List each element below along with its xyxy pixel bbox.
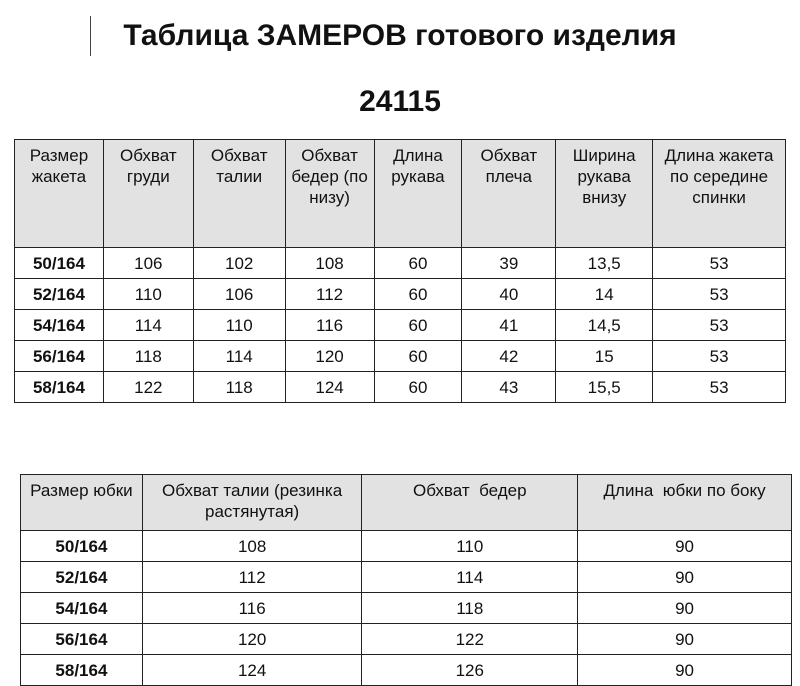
table-row bbox=[21, 593, 792, 624]
header-cell: Длина рукава bbox=[374, 140, 462, 248]
table-cell: 124 bbox=[142, 655, 362, 686]
table-cell: 114 bbox=[362, 562, 578, 593]
header-cell: Обхват бедер bbox=[362, 475, 578, 531]
table-cell: 60 bbox=[374, 310, 462, 341]
table-cell: 53 bbox=[653, 248, 786, 279]
table-cell: 110 bbox=[193, 310, 285, 341]
table-cell: 53 bbox=[653, 341, 786, 372]
table-row bbox=[15, 310, 786, 341]
table-cell: 120 bbox=[285, 341, 374, 372]
table-cell: 110 bbox=[103, 279, 193, 310]
table-row bbox=[21, 531, 792, 562]
table-cell: 112 bbox=[142, 562, 362, 593]
table-cell: 14,5 bbox=[556, 310, 653, 341]
table-cell: 15,5 bbox=[556, 372, 653, 403]
table-cell: 118 bbox=[103, 341, 193, 372]
size-cell: 54/164 bbox=[15, 310, 104, 341]
header-cell: Ширина рукава внизу bbox=[556, 140, 653, 248]
skirt-measurements-table bbox=[20, 474, 792, 686]
table-cell: 15 bbox=[556, 341, 653, 372]
table-cell: 60 bbox=[374, 341, 462, 372]
table-cell: 42 bbox=[462, 341, 556, 372]
size-cell: 58/164 bbox=[15, 372, 104, 403]
table-cell: 40 bbox=[462, 279, 556, 310]
table-cell: 90 bbox=[578, 562, 792, 593]
jacket-measurements-table bbox=[14, 139, 786, 403]
table-cell: 106 bbox=[193, 279, 285, 310]
table-row bbox=[21, 655, 792, 686]
table-cell: 41 bbox=[462, 310, 556, 341]
table-cell: 124 bbox=[285, 372, 374, 403]
size-cell: 50/164 bbox=[21, 531, 143, 562]
table-cell: 53 bbox=[653, 279, 786, 310]
model-number: 24115 bbox=[359, 85, 441, 118]
table-header-row bbox=[15, 140, 786, 248]
table-cell: 90 bbox=[578, 593, 792, 624]
table-cell: 90 bbox=[578, 531, 792, 562]
table-row bbox=[21, 562, 792, 593]
table-header-row bbox=[21, 475, 792, 531]
table-cell: 60 bbox=[374, 279, 462, 310]
header-cell: Размер жакета bbox=[15, 140, 104, 248]
size-cell: 52/164 bbox=[15, 279, 104, 310]
table-row bbox=[15, 279, 786, 310]
table-cell: 114 bbox=[193, 341, 285, 372]
table-cell: 60 bbox=[374, 248, 462, 279]
table-cell: 114 bbox=[103, 310, 193, 341]
header-cell: Обхват груди bbox=[103, 140, 193, 248]
table-cell: 122 bbox=[103, 372, 193, 403]
table-row bbox=[15, 372, 786, 403]
size-cell: 56/164 bbox=[15, 341, 104, 372]
table-cell: 90 bbox=[578, 624, 792, 655]
table-cell: 112 bbox=[285, 279, 374, 310]
table-cell: 90 bbox=[578, 655, 792, 686]
table-cell: 43 bbox=[462, 372, 556, 403]
table-cell: 122 bbox=[362, 624, 578, 655]
size-cell: 50/164 bbox=[15, 248, 104, 279]
table-cell: 108 bbox=[142, 531, 362, 562]
table-row bbox=[21, 624, 792, 655]
table-cell: 110 bbox=[362, 531, 578, 562]
header-cell: Длина жакета по середине спинки bbox=[653, 140, 786, 248]
header-cell: Обхват плеча bbox=[462, 140, 556, 248]
table-cell: 118 bbox=[362, 593, 578, 624]
size-cell: 58/164 bbox=[21, 655, 143, 686]
table-cell: 116 bbox=[285, 310, 374, 341]
table-cell: 108 bbox=[285, 248, 374, 279]
table-row bbox=[15, 248, 786, 279]
table-cell: 102 bbox=[193, 248, 285, 279]
table-cell: 120 bbox=[142, 624, 362, 655]
table-cell: 106 bbox=[103, 248, 193, 279]
table-cell: 53 bbox=[653, 372, 786, 403]
header-cell: Обхват талии bbox=[193, 140, 285, 248]
table-cell: 14 bbox=[556, 279, 653, 310]
table-cell: 53 bbox=[653, 310, 786, 341]
table-row bbox=[15, 341, 786, 372]
table-cell: 39 bbox=[462, 248, 556, 279]
header-cell: Обхват талии (резинка растянутая) bbox=[142, 475, 362, 531]
table-cell: 116 bbox=[142, 593, 362, 624]
table-cell: 118 bbox=[193, 372, 285, 403]
size-cell: 56/164 bbox=[21, 624, 143, 655]
page-title: Таблица ЗАМЕРОВ готового изделия bbox=[123, 19, 677, 52]
size-cell: 54/164 bbox=[21, 593, 143, 624]
table-cell: 60 bbox=[374, 372, 462, 403]
table-cell: 13,5 bbox=[556, 248, 653, 279]
header-cell: Размер юбки bbox=[21, 475, 143, 531]
header-cell: Обхват бедер (по низу) bbox=[285, 140, 374, 248]
table-cell: 126 bbox=[362, 655, 578, 686]
header-cell: Длина юбки по боку bbox=[578, 475, 792, 531]
size-cell: 52/164 bbox=[21, 562, 143, 593]
